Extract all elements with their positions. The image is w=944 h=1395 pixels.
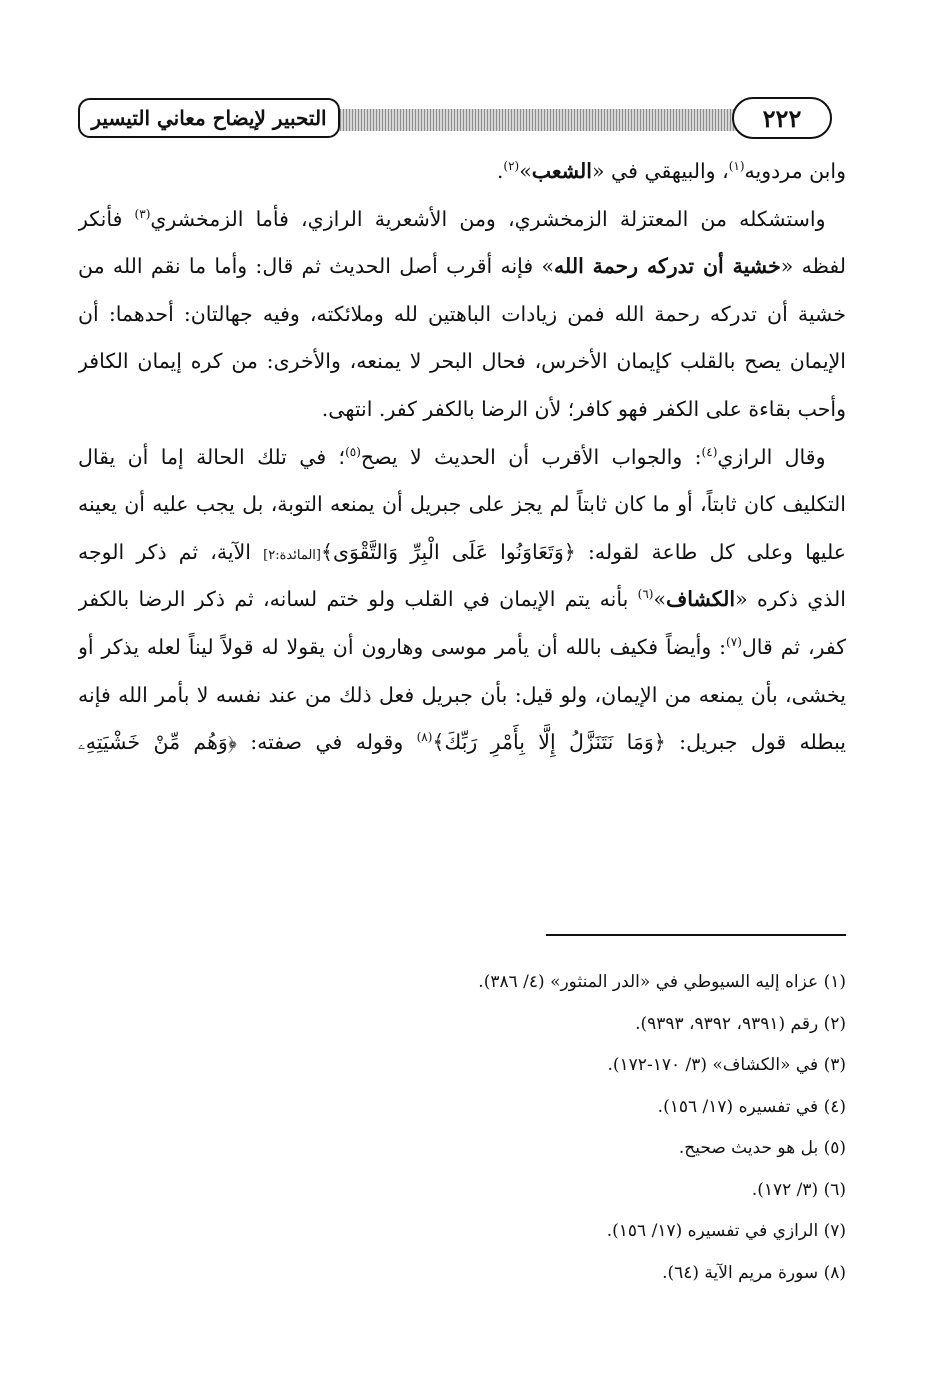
- text-line-1: وابن مردويه$^{(١)}$، والبيهقي في «الشعب»$^{(٢)}$.: [496, 159, 846, 183]
- footnote: (٤) في تفسيره (١٧/ ١٥٦).: [657, 1096, 846, 1117]
- text-line-2: واستشكله من المعتزلة الزمخشري، ومن الأشعرية الرازي، فأما الزمخشري$^{(٣)}$ فأنكر: [78, 206, 826, 231]
- header-decorative-band: [328, 109, 778, 131]
- text-line-10: الذي ذكره «الكشاف»$^{(٦)}$ بأنه يتم الإيمان في القلب ولو ختم لسانه، ثم ذكر الرضا بالكفر: [78, 587, 846, 612]
- text-line-4: خشية أن تدركه رحمة الله فمن زيادات الباهتين لله وملائكته، وفيه جهالتان: أحدهما: أن: [78, 301, 846, 326]
- footnotes: [78, 962, 846, 1294]
- text-line-11: كفر، ثم قال$^{(٧)}$: وأيضاً فكيف بالله أن يأمر موسى وهارون أن يقولا له قولاً ليناً لعله يذكر أو: [78, 634, 846, 659]
- text-line-5: الإيمان يصح بالقلب كإيمان الأخرس، فحال البحر لا يمنعه، والأخرى: من كره إيمان الكافر: [78, 349, 846, 374]
- book-title: التحبير لإيضاح معاني التيسير: [78, 98, 340, 138]
- footnote: (١) عزاه إليه السيوطي في «الدر المنثور» (٤/ ٣٨٦).: [478, 972, 846, 992]
- footnote: (٨) سورة مريم الآية (٦٤).: [662, 1262, 846, 1283]
- text-line-8: التكليف كان ثابتاً، أو ما كان ثابتاً لم يجز على جبريل أن يمنعه التوبة، بل يجب عليه أن يعينه: [78, 492, 846, 517]
- main-text: [78, 148, 846, 767]
- footnote-divider: [546, 934, 846, 936]
- text-line-12: يخشى، بأن يمنعه من الإيمان، ولو قيل: بأن جبريل فعل ذلك من عند نفسه لا بأمر الله فإنه: [78, 682, 846, 707]
- footnote: (٢) رقم (٩٣٩١، ٩٣٩٢، ٩٣٩٣).: [635, 1013, 846, 1034]
- footnote: (٧) الرازي في تفسيره (١٧/ ١٥٦).: [606, 1221, 846, 1241]
- page-header: [78, 95, 846, 145]
- footnote: (٦) (٣/ ١٧٢).: [751, 1179, 846, 1200]
- text-line-6: وأحب بقاءة على الكفر فهو كافر؛ لأن الرضا بالكفر كفر. انتهى.: [321, 396, 846, 421]
- text-line-9: عليها وعلى كل طاعة لقوله: ﴿وَتَعَاوَنُوا عَلَى الْبِرِّ وَالتَّقْوَى﴾[المائدة:٢] الآية، ثم ذكر الوجه: [78, 539, 846, 564]
- footnote: (٥) بل هو حديث صحيح.: [678, 1138, 846, 1158]
- text-line-7: وقال الرازي$^{(٤)}$: والجواب الأقرب أن الحديث لا يصح$^{(٥)}$؛ في تلك الحالة إما أن يقال: [78, 444, 826, 469]
- text-line-13: يبطله قول جبريل: ﴿وَمَا نَتَنَزَّلُ إِلَّا بِأَمْرِ رَبِّكَ﴾$^{(٨)}$ وقوله في صفته: ﴿وَهُم مِّنْ خَشْيَتِهِۦ: [78, 730, 846, 755]
- page-number: ٢٢٢: [732, 97, 832, 139]
- footnote: (٣) في «الكشاف» (٣/ ١٧٠-١٧٢).: [607, 1055, 846, 1075]
- text-line-3: لفظه «خشية أن تدركه رحمة الله» فإنه أقرب أصل الحديث ثم قال: وأما ما نقم الله من: [78, 254, 846, 279]
